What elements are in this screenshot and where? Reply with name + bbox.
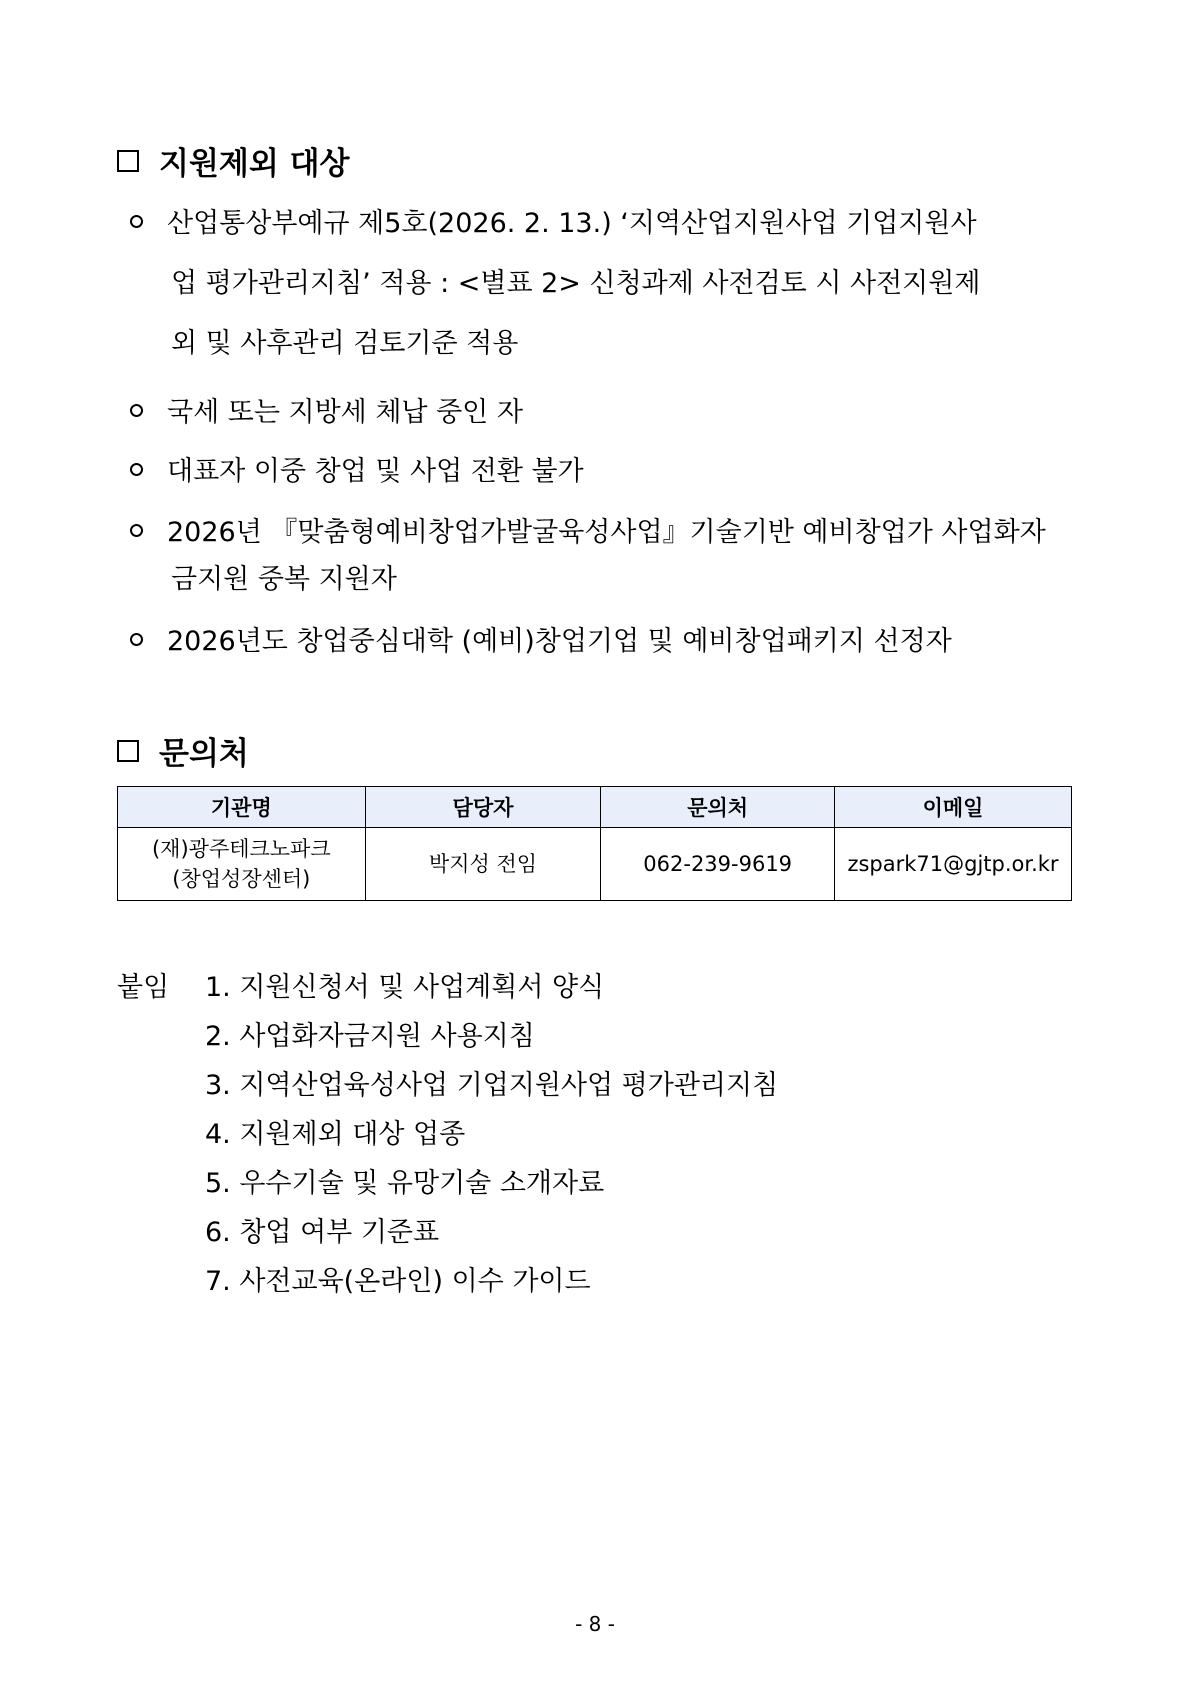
section-title-text: 지원제외 대상 xyxy=(159,146,350,182)
header-person: 담당자 xyxy=(365,787,601,828)
cell-person: 박지성 전임 xyxy=(365,828,601,901)
checkbox-square-icon xyxy=(117,150,139,172)
circle-bullet-icon xyxy=(130,633,143,646)
circle-bullet-icon xyxy=(130,404,143,417)
attachment-item: 3. 지역산업육성사업 기업지원사업 평가관리지침 xyxy=(205,1070,779,1101)
table-header-row xyxy=(118,787,1072,828)
section-title-exclusion xyxy=(117,138,349,183)
contact-table xyxy=(117,786,1072,901)
org-name-line: (재)광주테크노파크 xyxy=(151,837,331,861)
page-number: - 8 - xyxy=(575,1612,615,1636)
section-title-contact xyxy=(117,728,249,773)
table-row xyxy=(118,828,1072,901)
list-item: 국세 또는 지방세 체납 중인 자 xyxy=(130,390,523,429)
org-dept-line: (창업성장센터) xyxy=(172,867,311,891)
list-item: 대표자 이중 창업 및 사업 전환 불가 xyxy=(130,449,584,488)
list-item: 산업통상부예규 제5호(2026. 2. 13.) ‘지역산업지원사업 기업지원사 xyxy=(130,201,977,240)
list-item-continuation: 외 및 사후관리 검토기준 적용 xyxy=(171,328,519,359)
list-item: 2026년 『맞춤형예비창업가발굴육성사업』기술기반 예비창업가 사업화자 xyxy=(130,510,1046,549)
cell-phone: 062-239-9619 xyxy=(601,828,835,901)
header-org: 기관명 xyxy=(118,787,366,828)
cell-email[interactable]: zspark71@gjtp.or.kr xyxy=(835,828,1072,901)
circle-bullet-icon xyxy=(130,215,143,228)
attachment-item: 4. 지원제외 대상 업종 xyxy=(205,1119,466,1150)
attachment-item: 2. 사업화자금지원 사용지침 xyxy=(205,1021,535,1052)
section-title-text: 문의처 xyxy=(159,736,249,772)
list-item: 2026년도 창업중심대학 (예비)창업기업 및 예비창업패키지 선정자 xyxy=(130,619,952,658)
checkbox-square-icon xyxy=(117,740,139,762)
list-item-continuation: 업 평가관리지침’ 적용 : <별표 2> 신청과제 사전검토 시 사전지원제 xyxy=(171,268,981,299)
header-phone: 문의처 xyxy=(601,787,835,828)
header-email: 이메일 xyxy=(835,787,1072,828)
attachment-item: 5. 우수기술 및 유망기술 소개자료 xyxy=(205,1168,605,1199)
attachment-item: 6. 창업 여부 기준표 xyxy=(205,1217,440,1248)
list-item-continuation: 금지원 중복 지원자 xyxy=(171,564,397,595)
attachments-label: 붙임 xyxy=(117,972,170,1003)
attachment-item: 1. 지원신청서 및 사업계획서 양식 xyxy=(205,972,605,1003)
circle-bullet-icon xyxy=(130,524,143,537)
circle-bullet-icon xyxy=(130,463,143,476)
attachment-item: 7. 사전교육(온라인) 이수 가이드 xyxy=(205,1266,591,1297)
cell-org xyxy=(118,828,366,901)
